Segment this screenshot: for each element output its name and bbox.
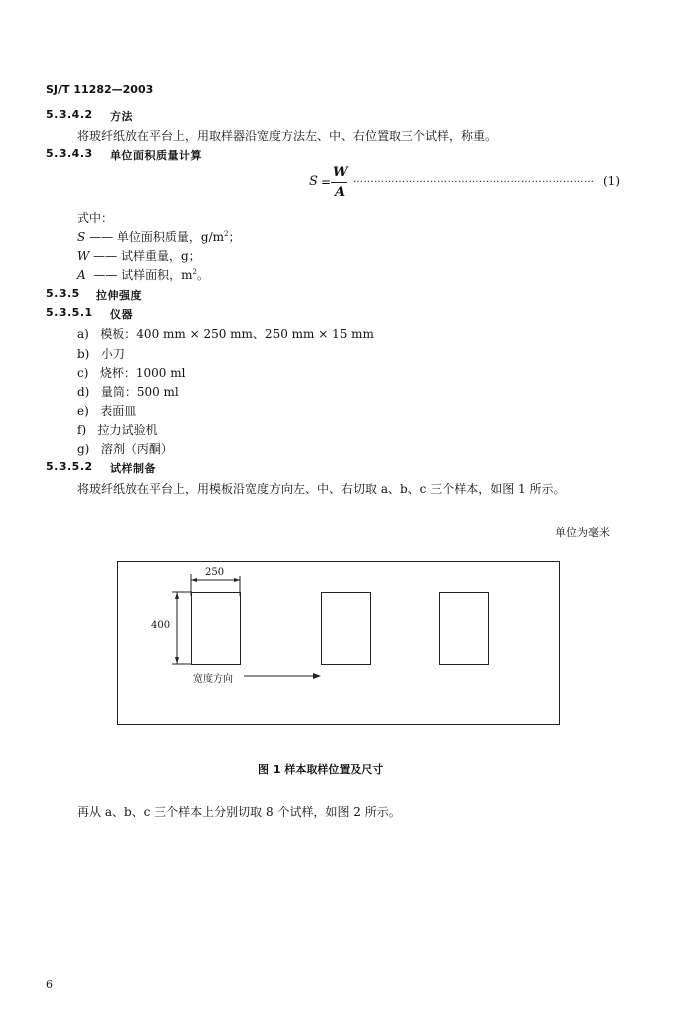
section-5352-title: 试样制备	[110, 462, 156, 475]
instrument-item: a) 模板：400 mm × 250 mm、250 mm × 15 mm	[77, 327, 374, 341]
fraction-bar	[331, 182, 347, 183]
formula-number: (1)	[603, 174, 620, 188]
formula-lhs: S	[309, 174, 318, 189]
height-dimension-label: 400	[151, 620, 171, 631]
where-item-w: W —— 试样重量，g；	[77, 249, 201, 263]
figure-1-caption: 图 1 样本取样位置及尺寸	[258, 763, 384, 776]
width-direction-arrow	[244, 671, 322, 681]
section-5352-number: 5.3.5.2	[46, 460, 93, 473]
after-figure-text: 再从 a、b、c 三个样本上分别切取 8 个试样，如图 2 所示。	[77, 805, 401, 819]
formula-leader-dots: ……………………………………………………………	[353, 174, 595, 185]
sample-c	[439, 592, 489, 665]
sample-a	[191, 592, 241, 665]
instrument-item: g) 溶剂（丙酮）	[77, 442, 173, 456]
where-item-s: S —— 单位面积质量，$g/m^2$；	[77, 230, 241, 244]
where-intro: 式中：	[77, 211, 114, 225]
unit-note: 单位为毫米	[555, 526, 610, 539]
formula-numerator: W	[333, 165, 348, 180]
section-535-title: 拉伸强度	[96, 289, 142, 302]
instrument-item: f) 拉力试验机	[77, 423, 158, 437]
section-5343-title: 单位面积质量计算	[110, 149, 202, 162]
instrument-item: b) 小刀	[77, 347, 125, 361]
width-direction-label: 宽度方向	[193, 674, 233, 685]
section-535-number: 5.3.5	[46, 287, 80, 300]
section-5352-body: 将玻纤纸放在平台上，用模板沿宽度方向左、中、右切取 a、b、c 三个样本，如图 1 所示。	[77, 482, 566, 496]
page-number: 6	[46, 978, 53, 991]
section-5342-number: 5.3.4.2	[46, 108, 93, 121]
width-dimension-label: 250	[205, 567, 225, 578]
instrument-item: c) 烧杯：1000 ml	[77, 366, 186, 380]
formula-denominator: A	[335, 185, 346, 200]
instrument-item: e) 表面皿	[77, 404, 137, 418]
standard-code: SJ/T 11282—2003	[46, 83, 154, 96]
where-item-a: A —— 试样面积，$m^2$。	[77, 268, 210, 282]
sample-b	[321, 592, 371, 665]
formula-equals: =	[321, 175, 332, 189]
section-5351-title: 仪器	[110, 308, 133, 321]
section-5342-body: 将玻纤纸放在平台上，用取样器沿宽度方法左、中、右位置取三个试样，称重。	[77, 129, 498, 143]
section-5342-title: 方法	[110, 110, 133, 123]
section-5351-number: 5.3.5.1	[46, 306, 93, 319]
section-5343-number: 5.3.4.3	[46, 147, 93, 160]
instrument-item: d) 量筒：500 ml	[77, 385, 179, 399]
